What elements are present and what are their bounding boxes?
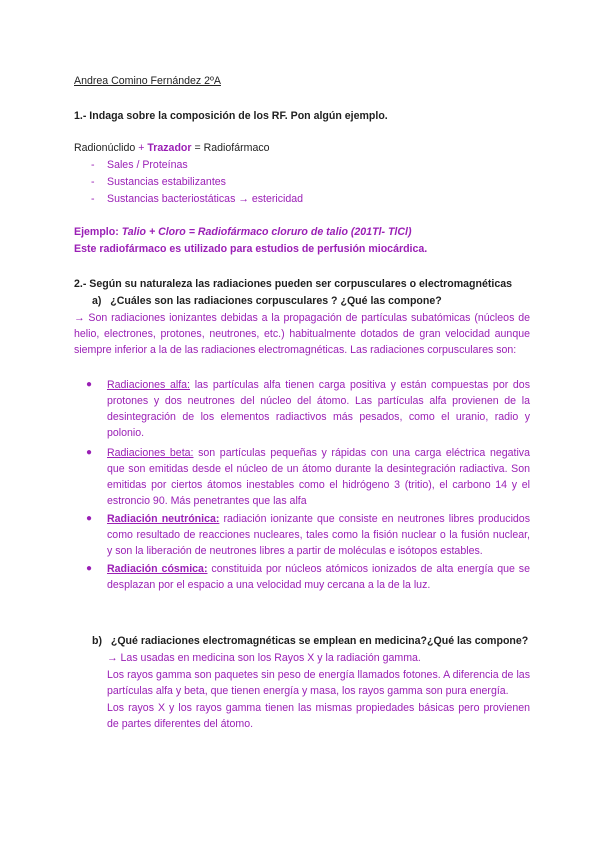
list-item: - Sales / Proteínas	[91, 159, 188, 171]
answer-paragraph-2: Los rayos X y los rayos gamma tienen las mismas propiedades básicas pero provienen de partes diferentes del átomo.	[107, 702, 530, 730]
list-item: ● Radiaciones alfa: las partículas alfa tienen carga positiva y están compuestas por dos protones y dos neutrones del núcleo del átomo. Las partículas alfa provienen de la desintegración de los elementos radiactivos más pesados, como el uranio, radio y polonio.	[86, 379, 530, 439]
term-cosmica: Radiación cósmica:	[107, 563, 208, 575]
example-line	[74, 224, 530, 240]
question-2a-text: ¿Cuáles son las radiaciones corpusculares ? ¿Qué las compone?	[110, 295, 442, 307]
formula-plus: +	[138, 142, 145, 154]
dash-marker: -	[91, 193, 95, 205]
question-2b-text: ¿Qué radiaciones electromagnéticas se emplean en medicina?¿Qué las compone?	[110, 635, 529, 647]
example-usage: Este radiofármaco es utilizado para estudios de perfusión miocárdica.	[74, 243, 428, 255]
corpuscular-list	[74, 377, 530, 593]
bullet-marker: ●	[86, 513, 93, 524]
question-2a-marker: a)	[92, 295, 102, 307]
answer-line-1: → Las usadas en medicina son los Rayos X y la radiación gamma.	[107, 652, 421, 664]
formula-trazador: Trazador	[147, 142, 192, 154]
list-item: - Sustancias bacteriostáticas → estericidad	[91, 193, 304, 205]
list-item: ● Radiaciones beta: son partículas pequeñas y rápidas con una carga eléctrica negativa que son emitidas desde el núcleo de un átomo durante la desintegración radiactiva. Son emitidas por ciertos átomos inestables como el hidrógeno 3 (tritio), el carbono 14 y el estroncio 90. Más penetrantes que las alfa	[86, 447, 530, 507]
bullet-marker: ●	[86, 447, 93, 458]
answer-paragraph-1: Los rayos gamma son paquetes sin peso de energía llamados fotones. A diferencia de las partículas alfa y beta, que tienen energía y masa, los rayos gamma son pura energía.	[107, 669, 530, 697]
author-name: Andrea Comino Fernández 2ºA	[74, 75, 221, 87]
formula-radionuclido: Radionúclido	[74, 142, 136, 154]
example-label: Ejemplo:	[74, 226, 119, 238]
question-2b	[92, 633, 528, 649]
dash-marker: -	[91, 159, 95, 171]
term-beta: Radiaciones beta:	[107, 447, 194, 459]
example-text: Talio + Cloro = Radiofármaco cloruro de talio (201Tl- TlCl)	[121, 226, 412, 238]
formula-equals: =	[194, 142, 201, 154]
list-item: ● Radiación neutrónica: radiación ionizante que consiste en neutrones libres producidos como resultado de reacciones nucleares, tales como la fisión nuclear o la fusión nuclear, y son la liberación de neutrones libres a partir de moléculas e isótopos estables.	[86, 513, 530, 557]
question-1-title: 1.- Indaga sobre la composición de los RF. Pon algún ejemplo.	[74, 110, 388, 122]
electromagnetic-answer	[107, 650, 530, 732]
list-item: - Sustancias estabilizantes	[91, 176, 226, 188]
formula-line	[74, 140, 530, 156]
dash-marker: -	[91, 176, 95, 188]
question-2b-marker: b)	[92, 635, 102, 647]
question-2-title: 2.- Según su naturaleza las radiaciones pueden ser corpusculares o electromagnéticas	[74, 278, 513, 290]
term-alfa: Radiaciones alfa:	[107, 379, 191, 391]
corpuscular-intro: → Son radiaciones ionizantes debidas a la propagación de partículas subatómicas (núcleos de helio, electrones, protones, neutrones, etc.) habitualmente dotados de gran velocidad aunque siempre inferior a la de las radiaciones electromagnéticas. Las radiaciones corpusculares son:	[74, 312, 530, 356]
question-2a	[92, 293, 442, 309]
list-item: ● Radiación cósmica: constituida por núcleos atómicos ionizados de alta energía que se desplazan por el espacio a una velocidad muy cercana a la de la luz.	[86, 563, 530, 591]
term-neutronica: Radiación neutrónica:	[107, 513, 220, 525]
composition-list	[91, 157, 511, 208]
formula-radiofarmaco: Radiofármaco	[203, 142, 270, 154]
bullet-marker: ●	[86, 379, 93, 390]
bullet-marker: ●	[86, 563, 93, 574]
